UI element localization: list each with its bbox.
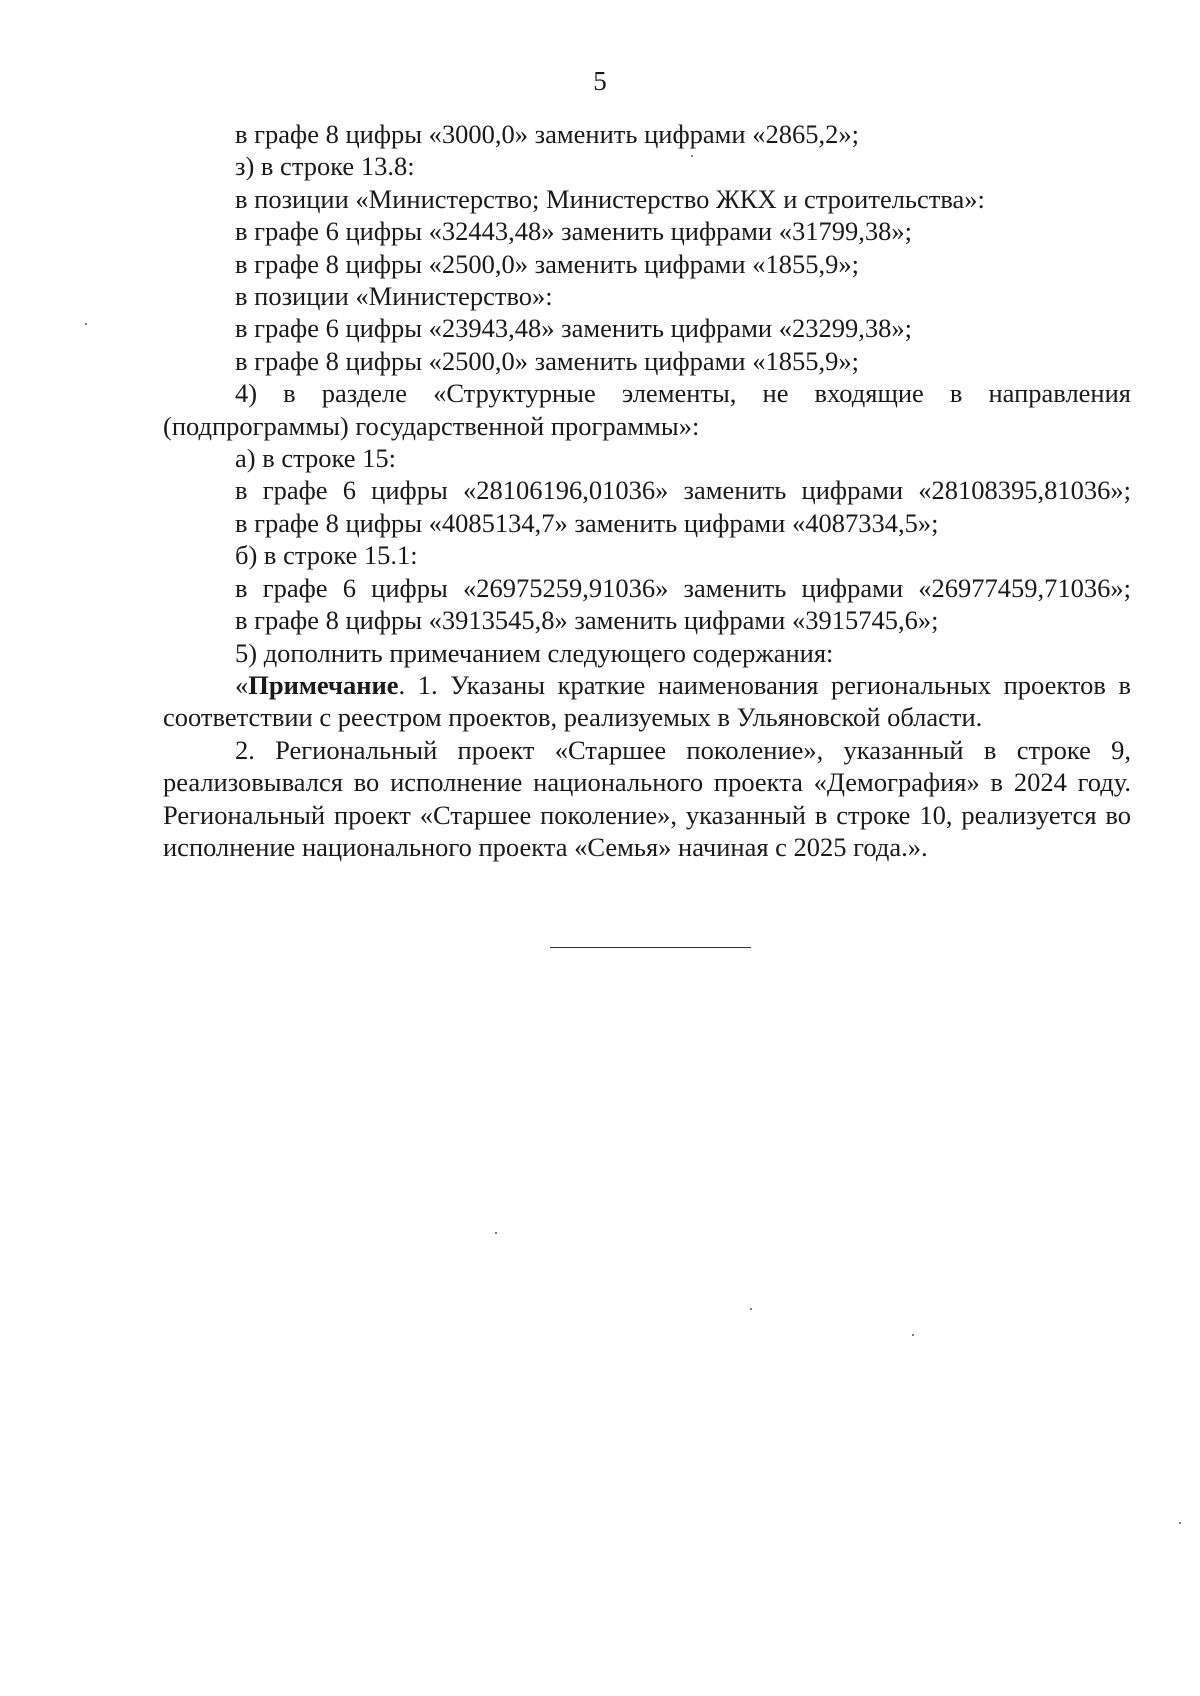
amendment-line-3: в позиции «Министерство; Министерство ЖКХ и строительства»: xyxy=(235,183,985,214)
note-text-1: . 1. Указаны краткие наименования региональных проектов в соответствии с реестром проектов, реализуемых в Ульяновской области. xyxy=(163,669,1131,733)
end-divider xyxy=(550,947,751,948)
amendment-line-2: з) в строке 13.8: xyxy=(235,151,415,182)
scan-speck xyxy=(691,155,693,157)
amendment-line-14: в графе 6 цифры «26975259,91036» заменить цифрами «26977459,71036»; xyxy=(235,572,1131,603)
amendment-line-6: в позиции «Министерство»: xyxy=(235,281,553,312)
amendment-line-16: 5) дополнить примечанием следующего содержания: xyxy=(235,637,834,668)
amendment-line-11: в графе 6 цифры «28106196,01036» заменить цифрами «28108395,81036»; xyxy=(235,475,1131,506)
amendment-line-1: в графе 8 цифры «3000,0» заменить цифрами «2865,2»; xyxy=(235,119,859,149)
amendment-line-4: в графе 6 цифры «32443,48» заменить цифрами «31799,38»; xyxy=(235,216,912,247)
amendment-line-5: в графе 8 цифры «2500,0» заменить цифрами «1855,9»; xyxy=(235,248,859,279)
amendment-line-13: б) в строке 15.1: xyxy=(235,540,418,571)
note-open-quote: « xyxy=(235,669,249,700)
amendment-line-10: а) в строке 15: xyxy=(235,443,396,474)
scan-speck xyxy=(85,323,87,325)
scan-speck xyxy=(495,1232,497,1234)
scan-speck xyxy=(912,1334,914,1336)
amendment-line-7: в графе 6 цифры «23943,48» заменить цифрами «23299,38»; xyxy=(235,313,912,344)
amendment-section-4: 4) в разделе «Структурные элементы, не входящие в направления (подпрограммы) государственной программы»: xyxy=(163,378,1131,441)
scan-speck xyxy=(1179,1522,1181,1524)
page-number: 5 xyxy=(593,66,607,96)
note-label: Примечание xyxy=(248,669,399,700)
amendment-line-8: в графе 8 цифры «2500,0» заменить цифрами «1855,9»; xyxy=(235,345,859,376)
note-paragraph-2: 2. Региональный проект «Старшее поколение», указанный в строке 9, реализовывался во исполнение национального проекта «Демография» в 2024 году. Региональный проект «Старшее поколение», указанный в строке 10, реализуется во исполнение национального проекта «Семья» начиная с 2025 года.». xyxy=(163,734,1131,862)
amendment-line-12: в графе 8 цифры «4085134,7» заменить цифрами «4087334,5»; xyxy=(235,507,939,538)
scan-speck xyxy=(750,1308,752,1310)
note-paragraph-1 xyxy=(163,669,1131,734)
amendment-line-15: в графе 8 цифры «3913545,8» заменить цифрами «3915745,6»; xyxy=(235,605,939,636)
document-body xyxy=(163,118,1131,863)
